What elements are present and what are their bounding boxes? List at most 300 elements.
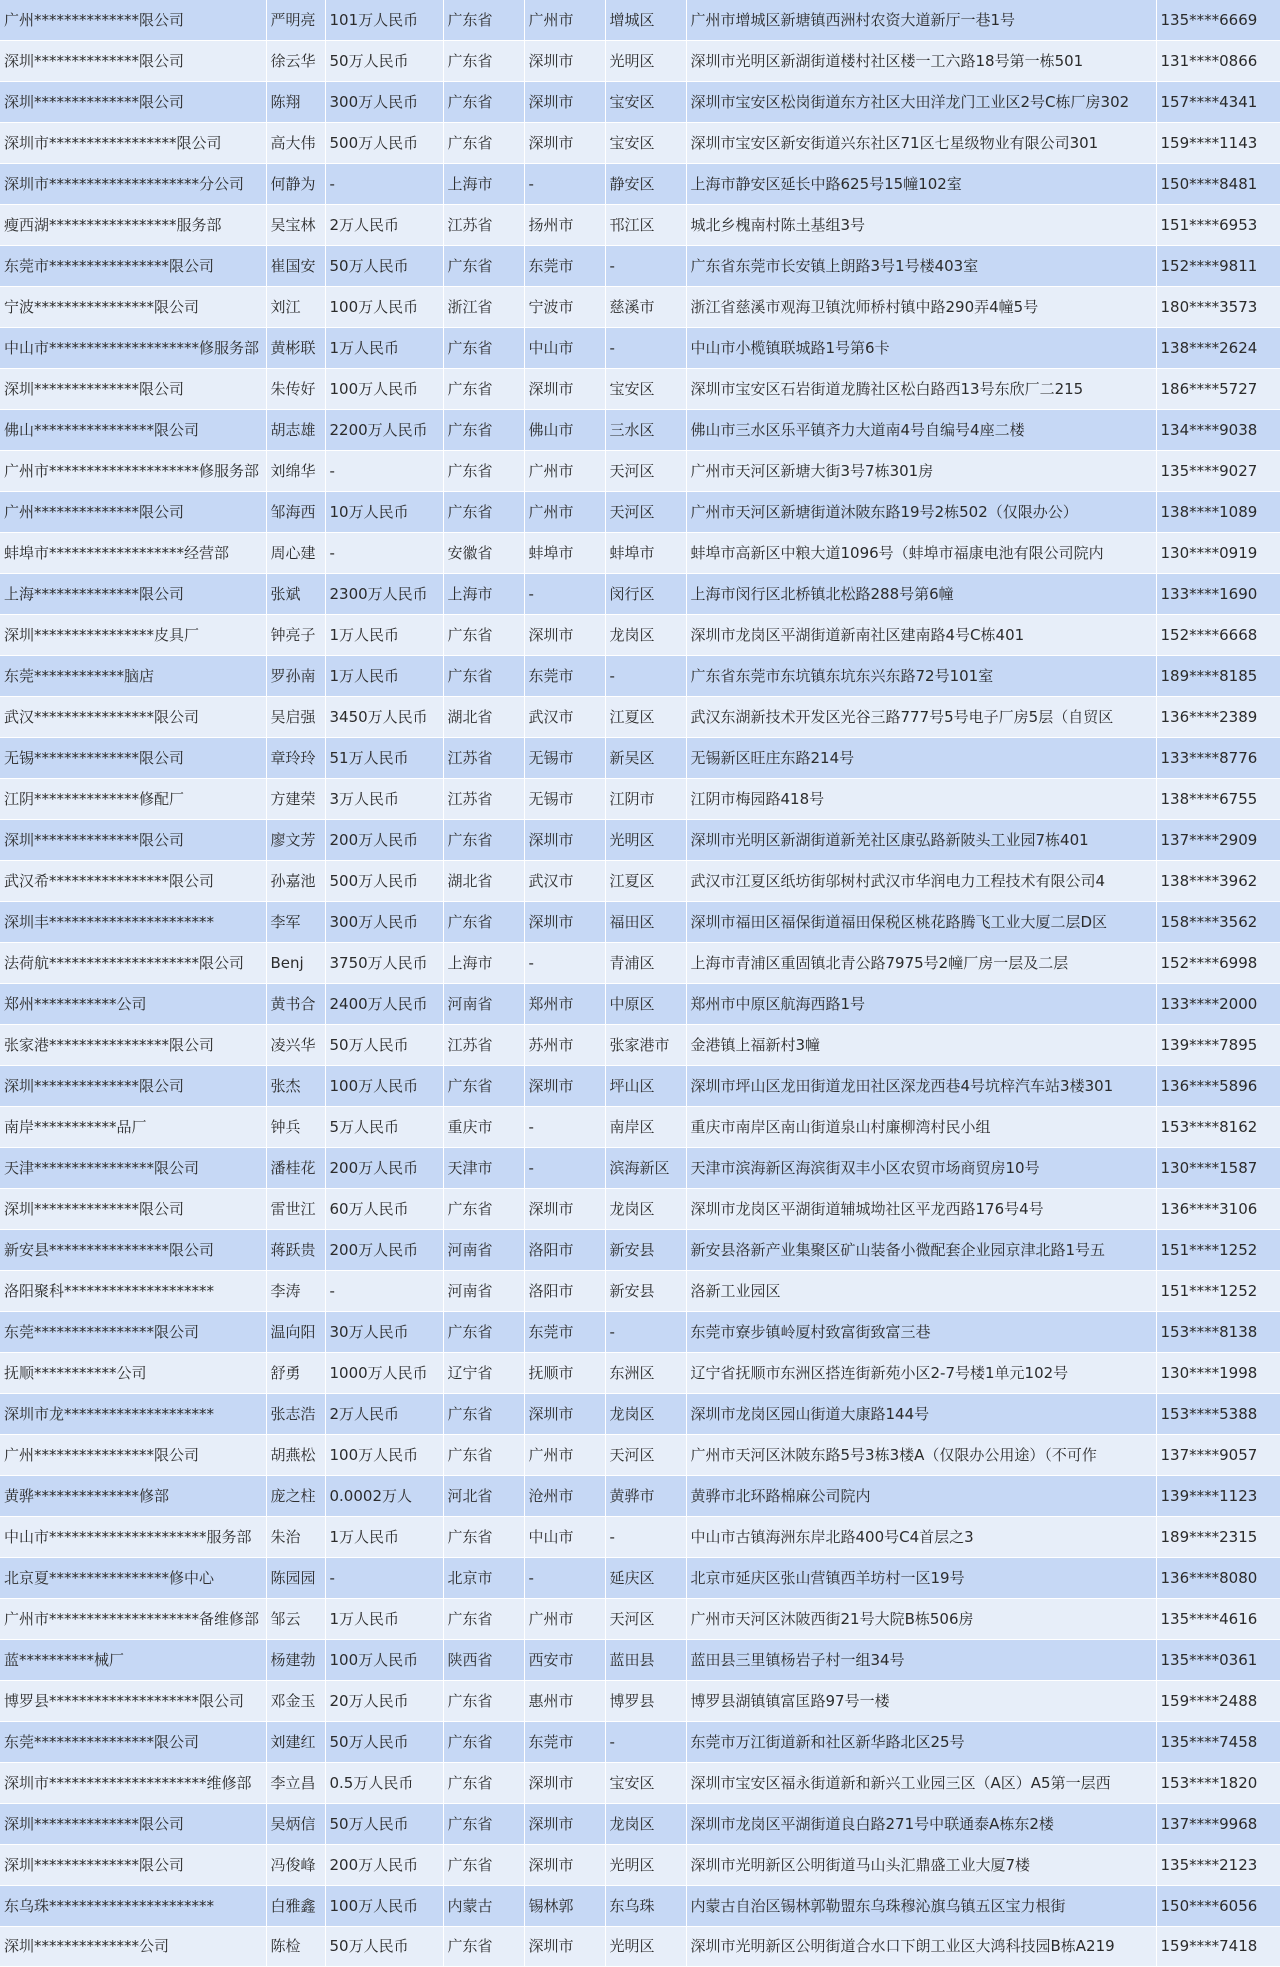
legal-rep-cell[interactable]: 邓金玉 [266, 1681, 325, 1722]
registered-capital-cell[interactable]: - [325, 451, 443, 492]
table-row[interactable] [0, 451, 1280, 492]
phone-cell[interactable]: 159****7418 [1156, 1927, 1280, 1967]
registered-capital-cell[interactable]: 20万人民币 [325, 1681, 443, 1722]
city-cell[interactable]: 深圳市 [524, 1394, 605, 1435]
district-cell[interactable]: 中原区 [605, 984, 686, 1025]
legal-rep-cell[interactable]: 朱传好 [266, 369, 325, 410]
province-cell[interactable]: 广东省 [443, 1435, 524, 1476]
company-name-cell[interactable]: 广州市********************备维修部 [0, 1599, 266, 1640]
district-cell[interactable]: 光明区 [605, 1845, 686, 1886]
province-cell[interactable]: 江苏省 [443, 1025, 524, 1066]
phone-cell[interactable]: 134****9038 [1156, 410, 1280, 451]
legal-rep-cell[interactable]: 方建荣 [266, 779, 325, 820]
table-row[interactable] [0, 574, 1280, 615]
address-cell[interactable]: 东莞市寮步镇岭厦村致富街致富三巷 [686, 1312, 1156, 1353]
company-name-cell[interactable]: 深圳**************限公司 [0, 1189, 266, 1230]
registered-capital-cell[interactable]: 200万人民币 [325, 820, 443, 861]
company-name-cell[interactable]: 武汉希****************限公司 [0, 861, 266, 902]
table-row[interactable] [0, 1886, 1280, 1927]
province-cell[interactable]: 江苏省 [443, 738, 524, 779]
province-cell[interactable]: 广东省 [443, 1763, 524, 1804]
table-row[interactable] [0, 533, 1280, 574]
district-cell[interactable]: 龙岗区 [605, 615, 686, 656]
legal-rep-cell[interactable]: 罗孙南 [266, 656, 325, 697]
address-cell[interactable]: 辽宁省抚顺市东洲区搭连街新苑小区2-7号楼1单元102号 [686, 1353, 1156, 1394]
city-cell[interactable]: 广州市 [524, 0, 605, 41]
table-row[interactable] [0, 205, 1280, 246]
phone-cell[interactable]: 137****9057 [1156, 1435, 1280, 1476]
city-cell[interactable]: - [524, 1558, 605, 1599]
legal-rep-cell[interactable]: 蒋跃贵 [266, 1230, 325, 1271]
company-name-cell[interactable]: 东莞****************限公司 [0, 1312, 266, 1353]
city-cell[interactable]: 西安市 [524, 1640, 605, 1681]
address-cell[interactable]: 蚌埠市高新区中粮大道1096号（蚌埠市福康电池有限公司院内 [686, 533, 1156, 574]
district-cell[interactable]: 慈溪市 [605, 287, 686, 328]
city-cell[interactable]: 深圳市 [524, 82, 605, 123]
legal-rep-cell[interactable]: 李涛 [266, 1271, 325, 1312]
address-cell[interactable]: 深圳市宝安区福永街道新和新兴工业园三区（A区）A5第一层西 [686, 1763, 1156, 1804]
table-row[interactable] [0, 1804, 1280, 1845]
district-cell[interactable]: - [605, 328, 686, 369]
city-cell[interactable]: 锡林郭 [524, 1886, 605, 1927]
address-cell[interactable]: 浙江省慈溪市观海卫镇沈师桥村镇中路290弄4幢5号 [686, 287, 1156, 328]
registered-capital-cell[interactable]: 60万人民币 [325, 1189, 443, 1230]
legal-rep-cell[interactable]: 钟兵 [266, 1107, 325, 1148]
table-row[interactable] [0, 902, 1280, 943]
city-cell[interactable]: 武汉市 [524, 697, 605, 738]
table-row[interactable] [0, 410, 1280, 451]
province-cell[interactable]: 广东省 [443, 1394, 524, 1435]
province-cell[interactable]: 广东省 [443, 41, 524, 82]
city-cell[interactable]: 无锡市 [524, 779, 605, 820]
company-name-cell[interactable]: 深圳**************限公司 [0, 1066, 266, 1107]
district-cell[interactable]: 静安区 [605, 164, 686, 205]
registered-capital-cell[interactable]: 2400万人民币 [325, 984, 443, 1025]
table-row[interactable] [0, 492, 1280, 533]
district-cell[interactable]: 蓝田县 [605, 1640, 686, 1681]
phone-cell[interactable]: 136****5896 [1156, 1066, 1280, 1107]
address-cell[interactable]: 佛山市三水区乐平镇齐力大道南4号自编号4座二楼 [686, 410, 1156, 451]
company-name-cell[interactable]: 中山市*********************服务部 [0, 1517, 266, 1558]
province-cell[interactable]: 湖北省 [443, 861, 524, 902]
district-cell[interactable]: 坪山区 [605, 1066, 686, 1107]
legal-rep-cell[interactable]: 潘桂花 [266, 1148, 325, 1189]
phone-cell[interactable]: 151****1252 [1156, 1230, 1280, 1271]
phone-cell[interactable]: 151****1252 [1156, 1271, 1280, 1312]
city-cell[interactable]: 广州市 [524, 1435, 605, 1476]
city-cell[interactable]: 东莞市 [524, 246, 605, 287]
company-name-cell[interactable]: 深圳**************限公司 [0, 369, 266, 410]
city-cell[interactable]: 广州市 [524, 451, 605, 492]
legal-rep-cell[interactable]: 吴宝林 [266, 205, 325, 246]
registered-capital-cell[interactable]: 100万人民币 [325, 1640, 443, 1681]
district-cell[interactable]: 天河区 [605, 492, 686, 533]
phone-cell[interactable]: 150****8481 [1156, 164, 1280, 205]
phone-cell[interactable]: 138****3962 [1156, 861, 1280, 902]
city-cell[interactable]: 苏州市 [524, 1025, 605, 1066]
company-name-cell[interactable]: 南岸***********品厂 [0, 1107, 266, 1148]
company-name-cell[interactable]: 黄骅**************修部 [0, 1476, 266, 1517]
registered-capital-cell[interactable]: - [325, 164, 443, 205]
company-name-cell[interactable]: 深圳**************限公司 [0, 82, 266, 123]
province-cell[interactable]: 重庆市 [443, 1107, 524, 1148]
city-cell[interactable]: 深圳市 [524, 1189, 605, 1230]
city-cell[interactable]: - [524, 943, 605, 984]
address-cell[interactable]: 深圳市宝安区石岩街道龙腾社区松白路西13号东欣厂二215 [686, 369, 1156, 410]
district-cell[interactable]: 江夏区 [605, 697, 686, 738]
phone-cell[interactable]: 153****8138 [1156, 1312, 1280, 1353]
district-cell[interactable]: 江夏区 [605, 861, 686, 902]
legal-rep-cell[interactable]: 冯俊峰 [266, 1845, 325, 1886]
address-cell[interactable]: 深圳市龙岗区平湖街道良白路271号中联通泰A栋东2楼 [686, 1804, 1156, 1845]
legal-rep-cell[interactable]: 邹云 [266, 1599, 325, 1640]
city-cell[interactable]: 中山市 [524, 328, 605, 369]
province-cell[interactable]: 广东省 [443, 902, 524, 943]
company-name-cell[interactable]: 深圳****************皮具厂 [0, 615, 266, 656]
table-row[interactable] [0, 123, 1280, 164]
province-cell[interactable]: 内蒙古 [443, 1886, 524, 1927]
district-cell[interactable]: - [605, 1722, 686, 1763]
district-cell[interactable]: 东洲区 [605, 1353, 686, 1394]
city-cell[interactable]: 东莞市 [524, 1722, 605, 1763]
legal-rep-cell[interactable]: 白雅鑫 [266, 1886, 325, 1927]
phone-cell[interactable]: 135****4616 [1156, 1599, 1280, 1640]
company-name-cell[interactable]: 广州市********************修服务部 [0, 451, 266, 492]
address-cell[interactable]: 上海市闵行区北桥镇北松路288号第6幢 [686, 574, 1156, 615]
registered-capital-cell[interactable]: 0.0002万人 [325, 1476, 443, 1517]
registered-capital-cell[interactable]: 3万人民币 [325, 779, 443, 820]
table-row[interactable] [0, 287, 1280, 328]
registered-capital-cell[interactable]: 50万人民币 [325, 1025, 443, 1066]
address-cell[interactable]: 洛新工业园区 [686, 1271, 1156, 1312]
phone-cell[interactable]: 189****2315 [1156, 1517, 1280, 1558]
phone-cell[interactable]: 151****6953 [1156, 205, 1280, 246]
phone-cell[interactable]: 135****2123 [1156, 1845, 1280, 1886]
phone-cell[interactable]: 152****9811 [1156, 246, 1280, 287]
province-cell[interactable]: 广东省 [443, 615, 524, 656]
table-row[interactable] [0, 246, 1280, 287]
legal-rep-cell[interactable]: 张志浩 [266, 1394, 325, 1435]
city-cell[interactable]: 无锡市 [524, 738, 605, 779]
registered-capital-cell[interactable]: 300万人民币 [325, 902, 443, 943]
province-cell[interactable]: 广东省 [443, 1066, 524, 1107]
province-cell[interactable]: 广东省 [443, 369, 524, 410]
table-row[interactable] [0, 1066, 1280, 1107]
address-cell[interactable]: 深圳市光明新区公明街道马山头汇鼎盛工业大厦7楼 [686, 1845, 1156, 1886]
phone-cell[interactable]: 136****8080 [1156, 1558, 1280, 1599]
province-cell[interactable]: 广东省 [443, 410, 524, 451]
table-row[interactable] [0, 1312, 1280, 1353]
district-cell[interactable]: 邗江区 [605, 205, 686, 246]
address-cell[interactable]: 金港镇上福新村3幢 [686, 1025, 1156, 1066]
district-cell[interactable]: 光明区 [605, 1927, 686, 1967]
table-row[interactable] [0, 1722, 1280, 1763]
registered-capital-cell[interactable]: 50万人民币 [325, 41, 443, 82]
legal-rep-cell[interactable]: 何静为 [266, 164, 325, 205]
company-name-cell[interactable]: 广州**************限公司 [0, 0, 266, 41]
district-cell[interactable]: - [605, 1312, 686, 1353]
phone-cell[interactable]: 180****3573 [1156, 287, 1280, 328]
phone-cell[interactable]: 136****2389 [1156, 697, 1280, 738]
legal-rep-cell[interactable]: 胡志雄 [266, 410, 325, 451]
province-cell[interactable]: 河南省 [443, 1271, 524, 1312]
address-cell[interactable]: 博罗县湖镇镇富匡路97号一楼 [686, 1681, 1156, 1722]
phone-cell[interactable]: 136****3106 [1156, 1189, 1280, 1230]
city-cell[interactable]: 惠州市 [524, 1681, 605, 1722]
phone-cell[interactable]: 153****1820 [1156, 1763, 1280, 1804]
company-name-cell[interactable]: 中山市********************修服务部 [0, 328, 266, 369]
legal-rep-cell[interactable]: 黄书合 [266, 984, 325, 1025]
address-cell[interactable]: 郑州市中原区航海西路1号 [686, 984, 1156, 1025]
address-cell[interactable]: 深圳市光明新区公明街道合水口下朗工业区大鸿科技园B栋A219 [686, 1927, 1156, 1967]
city-cell[interactable]: 深圳市 [524, 1845, 605, 1886]
phone-cell[interactable]: 135****9027 [1156, 451, 1280, 492]
company-name-cell[interactable]: 深圳市********************分公司 [0, 164, 266, 205]
province-cell[interactable]: 上海市 [443, 164, 524, 205]
province-cell[interactable]: 广东省 [443, 1517, 524, 1558]
phone-cell[interactable]: 135****6669 [1156, 0, 1280, 41]
city-cell[interactable]: 沧州市 [524, 1476, 605, 1517]
registered-capital-cell[interactable]: 50万人民币 [325, 1927, 443, 1967]
legal-rep-cell[interactable]: 周心建 [266, 533, 325, 574]
city-cell[interactable]: 深圳市 [524, 1804, 605, 1845]
registered-capital-cell[interactable]: 100万人民币 [325, 1066, 443, 1107]
city-cell[interactable]: 深圳市 [524, 41, 605, 82]
phone-cell[interactable]: 189****8185 [1156, 656, 1280, 697]
phone-cell[interactable]: 159****1143 [1156, 123, 1280, 164]
district-cell[interactable]: 江阴市 [605, 779, 686, 820]
legal-rep-cell[interactable]: 雷世江 [266, 1189, 325, 1230]
table-row[interactable] [0, 615, 1280, 656]
company-name-cell[interactable]: 深圳丰********************** [0, 902, 266, 943]
district-cell[interactable]: 新吴区 [605, 738, 686, 779]
table-row[interactable] [0, 1435, 1280, 1476]
registered-capital-cell[interactable]: 2万人民币 [325, 205, 443, 246]
city-cell[interactable]: 东莞市 [524, 1312, 605, 1353]
address-cell[interactable]: 蓝田县三里镇杨岩子村一组34号 [686, 1640, 1156, 1681]
phone-cell[interactable]: 130****1998 [1156, 1353, 1280, 1394]
district-cell[interactable]: 张家港市 [605, 1025, 686, 1066]
company-name-cell[interactable]: 深圳市*********************维修部 [0, 1763, 266, 1804]
district-cell[interactable]: - [605, 656, 686, 697]
city-cell[interactable]: 洛阳市 [524, 1230, 605, 1271]
registered-capital-cell[interactable]: 2300万人民币 [325, 574, 443, 615]
registered-capital-cell[interactable]: 3450万人民币 [325, 697, 443, 738]
district-cell[interactable]: 光明区 [605, 41, 686, 82]
company-name-cell[interactable]: 深圳市龙******************** [0, 1394, 266, 1435]
province-cell[interactable]: 上海市 [443, 943, 524, 984]
registered-capital-cell[interactable]: 10万人民币 [325, 492, 443, 533]
district-cell[interactable]: 滨海新区 [605, 1148, 686, 1189]
legal-rep-cell[interactable]: 孙嘉池 [266, 861, 325, 902]
address-cell[interactable]: 中山市小榄镇联城路1号第6卡 [686, 328, 1156, 369]
registered-capital-cell[interactable]: 50万人民币 [325, 1804, 443, 1845]
district-cell[interactable]: 东乌珠 [605, 1886, 686, 1927]
table-row[interactable] [0, 1148, 1280, 1189]
phone-cell[interactable]: 131****0866 [1156, 41, 1280, 82]
district-cell[interactable]: 天河区 [605, 1599, 686, 1640]
phone-cell[interactable]: 133****8776 [1156, 738, 1280, 779]
address-cell[interactable]: 无锡新区旺庄东路214号 [686, 738, 1156, 779]
registered-capital-cell[interactable]: 1万人民币 [325, 615, 443, 656]
table-row[interactable] [0, 0, 1280, 41]
address-cell[interactable]: 深圳市宝安区新安街道兴东社区71区七星级物业有限公司301 [686, 123, 1156, 164]
phone-cell[interactable]: 133****1690 [1156, 574, 1280, 615]
district-cell[interactable]: 龙岗区 [605, 1189, 686, 1230]
registered-capital-cell[interactable]: 200万人民币 [325, 1230, 443, 1271]
province-cell[interactable]: 天津市 [443, 1148, 524, 1189]
registered-capital-cell[interactable]: 200万人民币 [325, 1148, 443, 1189]
table-row[interactable] [0, 41, 1280, 82]
phone-cell[interactable]: 135****7458 [1156, 1722, 1280, 1763]
table-row[interactable] [0, 328, 1280, 369]
legal-rep-cell[interactable]: 李军 [266, 902, 325, 943]
address-cell[interactable]: 内蒙古自治区锡林郭勒盟东乌珠穆沁旗乌镇五区宝力根街 [686, 1886, 1156, 1927]
registered-capital-cell[interactable]: 0.5万人民币 [325, 1763, 443, 1804]
company-name-cell[interactable]: 深圳**************限公司 [0, 1845, 266, 1886]
city-cell[interactable]: 抚顺市 [524, 1353, 605, 1394]
legal-rep-cell[interactable]: 陈园园 [266, 1558, 325, 1599]
province-cell[interactable]: 广东省 [443, 451, 524, 492]
city-cell[interactable]: - [524, 1148, 605, 1189]
province-cell[interactable]: 上海市 [443, 574, 524, 615]
phone-cell[interactable]: 139****1123 [1156, 1476, 1280, 1517]
company-name-cell[interactable]: 新安县****************限公司 [0, 1230, 266, 1271]
province-cell[interactable]: 北京市 [443, 1558, 524, 1599]
district-cell[interactable]: - [605, 1517, 686, 1558]
province-cell[interactable]: 广东省 [443, 82, 524, 123]
registered-capital-cell[interactable]: 2200万人民币 [325, 410, 443, 451]
address-cell[interactable]: 广东省东莞市长安镇上朗路3号1号楼403室 [686, 246, 1156, 287]
table-row[interactable] [0, 1558, 1280, 1599]
table-row[interactable] [0, 738, 1280, 779]
table-row[interactable] [0, 861, 1280, 902]
company-name-cell[interactable]: 深圳**************限公司 [0, 820, 266, 861]
legal-rep-cell[interactable]: 刘建红 [266, 1722, 325, 1763]
registered-capital-cell[interactable]: 100万人民币 [325, 1435, 443, 1476]
table-row[interactable] [0, 1476, 1280, 1517]
province-cell[interactable]: 广东省 [443, 820, 524, 861]
district-cell[interactable]: 宝安区 [605, 123, 686, 164]
table-row[interactable] [0, 1927, 1280, 1967]
registered-capital-cell[interactable]: 100万人民币 [325, 287, 443, 328]
table-row[interactable] [0, 1681, 1280, 1722]
registered-capital-cell[interactable]: 500万人民币 [325, 123, 443, 164]
city-cell[interactable]: 深圳市 [524, 1763, 605, 1804]
address-cell[interactable]: 北京市延庆区张山营镇西羊坊村一区19号 [686, 1558, 1156, 1599]
phone-cell[interactable]: 138****6755 [1156, 779, 1280, 820]
address-cell[interactable]: 上海市静安区延长中路625号15幢102室 [686, 164, 1156, 205]
city-cell[interactable]: 深圳市 [524, 902, 605, 943]
legal-rep-cell[interactable]: 钟亮子 [266, 615, 325, 656]
phone-cell[interactable]: 130****0919 [1156, 533, 1280, 574]
legal-rep-cell[interactable]: 崔国安 [266, 246, 325, 287]
legal-rep-cell[interactable]: 廖文芳 [266, 820, 325, 861]
phone-cell[interactable]: 133****2000 [1156, 984, 1280, 1025]
phone-cell[interactable]: 137****2909 [1156, 820, 1280, 861]
phone-cell[interactable]: 152****6998 [1156, 943, 1280, 984]
address-cell[interactable]: 深圳市宝安区松岗街道东方社区大田洋龙门工业区2号C栋厂房302 [686, 82, 1156, 123]
province-cell[interactable]: 广东省 [443, 492, 524, 533]
address-cell[interactable]: 中山市古镇海洲东岸北路400号C4首层之3 [686, 1517, 1156, 1558]
registered-capital-cell[interactable]: 30万人民币 [325, 1312, 443, 1353]
address-cell[interactable]: 广东省东莞市东坑镇东坑东兴东路72号101室 [686, 656, 1156, 697]
company-name-cell[interactable]: 东乌珠********************** [0, 1886, 266, 1927]
registered-capital-cell[interactable]: 100万人民币 [325, 1886, 443, 1927]
table-row[interactable] [0, 1353, 1280, 1394]
province-cell[interactable]: 广东省 [443, 1927, 524, 1967]
province-cell[interactable]: 广东省 [443, 1599, 524, 1640]
province-cell[interactable]: 江苏省 [443, 205, 524, 246]
address-cell[interactable]: 深圳市坪山区龙田街道龙田社区深龙西巷4号坑梓汽车站3楼301 [686, 1066, 1156, 1107]
table-row[interactable] [0, 1189, 1280, 1230]
city-cell[interactable]: 深圳市 [524, 615, 605, 656]
company-name-cell[interactable]: 宁波****************限公司 [0, 287, 266, 328]
legal-rep-cell[interactable]: 徐云华 [266, 41, 325, 82]
table-row[interactable] [0, 1025, 1280, 1066]
city-cell[interactable]: - [524, 164, 605, 205]
province-cell[interactable]: 河南省 [443, 984, 524, 1025]
province-cell[interactable]: 广东省 [443, 1804, 524, 1845]
district-cell[interactable]: 宝安区 [605, 82, 686, 123]
company-name-cell[interactable]: 洛阳聚科******************** [0, 1271, 266, 1312]
table-row[interactable] [0, 82, 1280, 123]
address-cell[interactable]: 新安县洛新产业集聚区矿山装备小微配套企业园京津北路1号五 [686, 1230, 1156, 1271]
legal-rep-cell[interactable]: 庞之柱 [266, 1476, 325, 1517]
registered-capital-cell[interactable]: 1万人民币 [325, 1599, 443, 1640]
district-cell[interactable]: 天河区 [605, 1435, 686, 1476]
address-cell[interactable]: 深圳市福田区福保街道福田保税区桃花路腾飞工业大厦二层D区 [686, 902, 1156, 943]
address-cell[interactable]: 广州市增城区新塘镇西洲村农资大道新厅一巷1号 [686, 0, 1156, 41]
legal-rep-cell[interactable]: 李立昌 [266, 1763, 325, 1804]
province-cell[interactable]: 河北省 [443, 1476, 524, 1517]
company-name-cell[interactable]: 郑州***********公司 [0, 984, 266, 1025]
registered-capital-cell[interactable]: 1万人民币 [325, 328, 443, 369]
phone-cell[interactable]: 186****5727 [1156, 369, 1280, 410]
city-cell[interactable]: 深圳市 [524, 123, 605, 164]
district-cell[interactable]: 增城区 [605, 0, 686, 41]
company-name-cell[interactable]: 张家港****************限公司 [0, 1025, 266, 1066]
legal-rep-cell[interactable]: 刘江 [266, 287, 325, 328]
phone-cell[interactable]: 159****2488 [1156, 1681, 1280, 1722]
phone-cell[interactable]: 150****6056 [1156, 1886, 1280, 1927]
district-cell[interactable]: 蚌埠市 [605, 533, 686, 574]
city-cell[interactable]: 蚌埠市 [524, 533, 605, 574]
province-cell[interactable]: 广东省 [443, 1681, 524, 1722]
company-name-cell[interactable]: 东莞************脑店 [0, 656, 266, 697]
table-row[interactable] [0, 656, 1280, 697]
district-cell[interactable]: 宝安区 [605, 1763, 686, 1804]
district-cell[interactable]: 延庆区 [605, 1558, 686, 1599]
province-cell[interactable]: 辽宁省 [443, 1353, 524, 1394]
province-cell[interactable]: 广东省 [443, 656, 524, 697]
legal-rep-cell[interactable]: 温向阳 [266, 1312, 325, 1353]
phone-cell[interactable]: 153****5388 [1156, 1394, 1280, 1435]
table-row[interactable] [0, 1763, 1280, 1804]
city-cell[interactable]: 宁波市 [524, 287, 605, 328]
district-cell[interactable]: 新安县 [605, 1271, 686, 1312]
address-cell[interactable]: 深圳市光明区新湖街道楼村社区楼一工六路18号第一栋501 [686, 41, 1156, 82]
city-cell[interactable]: 洛阳市 [524, 1271, 605, 1312]
province-cell[interactable]: 广东省 [443, 1845, 524, 1886]
table-row[interactable] [0, 1394, 1280, 1435]
company-name-cell[interactable]: 蚌埠市******************经营部 [0, 533, 266, 574]
district-cell[interactable]: 龙岗区 [605, 1804, 686, 1845]
legal-rep-cell[interactable]: 邹海西 [266, 492, 325, 533]
table-row[interactable] [0, 697, 1280, 738]
registered-capital-cell[interactable]: - [325, 1271, 443, 1312]
address-cell[interactable]: 江阴市梅园路418号 [686, 779, 1156, 820]
